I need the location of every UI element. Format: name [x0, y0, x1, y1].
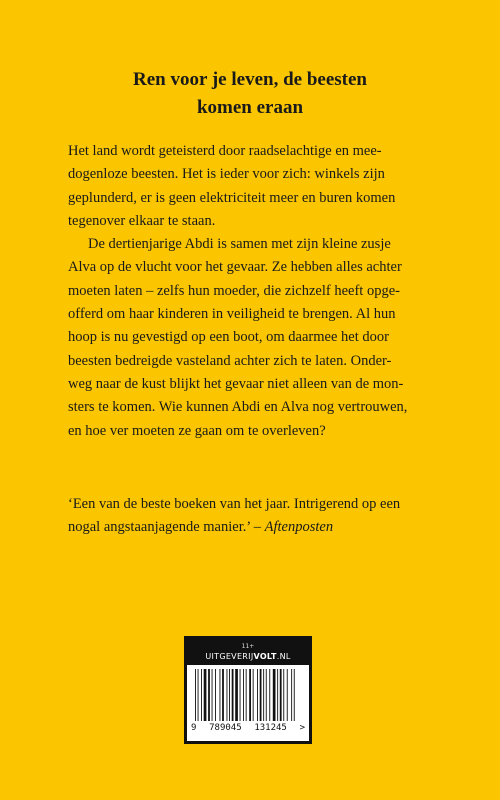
- quote-text: nogal angstaanjagende manier.’ –: [68, 519, 265, 536]
- isbn-digit-group-2: 131245: [254, 723, 287, 733]
- barcode-bar: [222, 669, 224, 721]
- barcode-bar: [229, 669, 230, 721]
- barcode-bar: [204, 669, 207, 721]
- blurb-line: offerd om haar kinderen in veiligheid te brengen. Al hun: [68, 306, 396, 323]
- barcode-bar: [283, 669, 284, 721]
- publisher-name: [187, 652, 309, 662]
- barcode-bar: [246, 669, 247, 721]
- isbn-digit-first: 9: [191, 723, 197, 733]
- blurb-line: De dertienjarige Abdi is samen met zijn kleine zusje: [88, 236, 391, 253]
- barcode-bar: [280, 669, 282, 721]
- barcode-bar: [198, 669, 199, 721]
- barcode-bar: [287, 669, 288, 721]
- title-line-1: Ren voor je leven, de beesten: [133, 69, 367, 90]
- barcode-bar: [291, 669, 292, 721]
- age-rating: 11+: [241, 643, 255, 650]
- barcode-bar: [227, 669, 228, 721]
- publisher-suffix: .NL: [276, 652, 291, 661]
- barcode-bar: [294, 669, 295, 721]
- blurb-line: hoop is nu gevestigd op een boot, om daarmee het door: [68, 329, 389, 346]
- blurb-text: [68, 140, 432, 443]
- blurb-line: Het land wordt geteisterd door raadselachtige en mee-: [68, 143, 382, 159]
- blurb-line: beesten bedreigde vasteland achter zich te laten. Onder-: [68, 352, 392, 369]
- title-line-2: komen eraan: [196, 97, 304, 118]
- publisher-prefix: UITGEVERIJ: [205, 652, 254, 661]
- barcode-bar: [208, 669, 210, 721]
- barcode-bar: [249, 669, 251, 721]
- isbn-digit-end: >: [299, 723, 305, 733]
- barcode-header: [187, 639, 309, 665]
- barcode-bar: [215, 669, 216, 721]
- blurb-line: tegenover elkaar te staan.: [68, 212, 216, 229]
- blurb-line: Alva op de vlucht voor het gevaar. Ze hebben alles achter: [68, 259, 402, 276]
- blurb-line: geplunderd, er is geen elektriciteit meer en buren komen: [68, 189, 396, 206]
- isbn-digits: [191, 723, 305, 733]
- blurb-line: sters te komen. Wie kunnen Abdi en Alva nog vertrouwen,: [68, 399, 408, 416]
- blurb-line: dogenloze beesten. Het is ieder voor zich: winkels zijn: [68, 166, 385, 183]
- barcode-bar: [269, 669, 270, 721]
- barcode-bar: [220, 669, 221, 721]
- barcode-bar: [240, 669, 241, 721]
- isbn-barcode: [193, 669, 303, 721]
- barcode-bar: [253, 669, 254, 721]
- blurb-line: moeten laten – zelfs hun moeder, die zichzelf heeft opge-: [68, 282, 400, 299]
- back-cover-title: [0, 66, 500, 122]
- barcode-bar: [257, 669, 258, 721]
- barcode-bar: [201, 669, 202, 721]
- barcode-bar: [263, 669, 264, 721]
- barcode-bar: [243, 669, 244, 721]
- barcode-bar: [277, 669, 278, 721]
- barcode-bar: [195, 669, 196, 721]
- quote-line-2: [68, 516, 432, 539]
- publisher-bold: VOLT: [253, 652, 277, 661]
- blurb-line: en hoe ver moeten ze gaan om te overleven?: [68, 422, 326, 439]
- barcode-label: [184, 636, 312, 744]
- barcode-bar: [260, 669, 262, 721]
- barcode-bar: [266, 669, 267, 721]
- isbn-digit-group-1: 789045: [209, 723, 242, 733]
- blurb-line: weg naar de kust blijkt het gevaar niet alleen van de mon-: [68, 375, 404, 392]
- review-quote: [68, 493, 432, 540]
- quote-source: Aftenposten: [264, 519, 334, 536]
- quote-line-1: ‘Een van de beste boeken van het jaar. Intrigerend op een: [68, 496, 401, 512]
- barcode-bar: [232, 669, 234, 721]
- barcode-bar: [273, 669, 276, 721]
- barcode-bar: [235, 669, 238, 721]
- barcode-bar: [212, 669, 213, 721]
